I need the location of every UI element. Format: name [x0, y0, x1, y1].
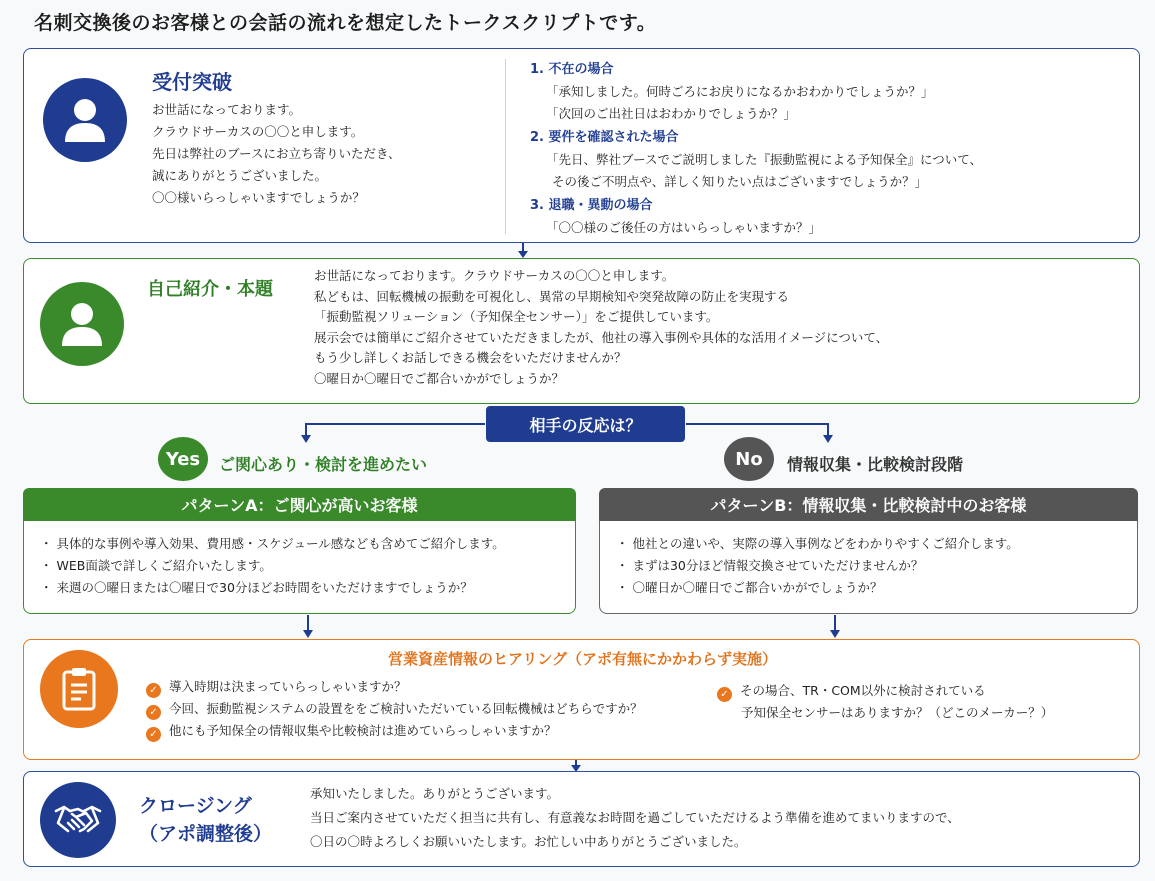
- hearing-title: 営業資産情報のヒアリング（アポ有無にかかわらず実施）: [387, 650, 778, 668]
- hearing-right-item: [717, 680, 1053, 724]
- script-line: 私どもは、回転機械の振動を可視化し、異常の早期検知や突発故障の防止を実現する: [314, 288, 790, 304]
- person-icon: [43, 78, 127, 162]
- script-line: 展示会では簡単にご紹介させていただきましたが、他社の導入事例や具体的な活用イメージについて、: [314, 329, 889, 345]
- yes-badge: Yes: [158, 437, 208, 481]
- check-icon: ✓: [146, 683, 161, 698]
- script-line: 当日ご案内させていただく担当に共有し、有意義なお時間を過ごしていただけるよう準備を進めてまいりますので、: [310, 810, 960, 825]
- case-line: 「次回のご出社日はおわかりでしょうか？」: [546, 106, 797, 121]
- check-icon: ✓: [717, 687, 732, 702]
- script-line: 〇〇様いらっしゃいますでしょうか？: [152, 190, 365, 205]
- hearing-item: ✓ 今回、振動監視システムの設置ををご検討いただいている回転機械はどちらですか？: [146, 698, 643, 720]
- divider: [505, 59, 506, 234]
- script-line: お世話になっております。: [152, 102, 302, 117]
- hearing-item: ✓ その場合、TR・COM以外に検討されている: [717, 680, 1053, 702]
- script-line: お世話になっております。クラウドサーカスの〇〇と申します。: [314, 268, 675, 283]
- closing-card: [23, 771, 1140, 867]
- reception-card: [23, 48, 1140, 243]
- bullet-item: ・ まずは30分ほど情報交換させていただけませんか？: [616, 558, 924, 573]
- script-line: 誠にありがとうございました。: [152, 168, 328, 183]
- case-heading: 3. 退職・異動の場合: [530, 198, 653, 213]
- hearing-left-items: [146, 676, 643, 742]
- closing-title-line: （アポ調整後）: [139, 823, 273, 845]
- case-line: 「〇〇様のご後任の方はいらっしゃいますか？」: [546, 220, 822, 235]
- no-label: 情報収集・比較検討段階: [787, 455, 964, 474]
- script-line: もう少し詳しくお話しできる機会をいただけませんか？: [314, 350, 627, 365]
- case-line: 「先日、弊社ブースでご説明しました『振動監視による予知保全』について、: [546, 152, 983, 167]
- reception-title: 受付突破: [152, 70, 232, 94]
- bullet-item: ・ 具体的な事例や導入効果、費用感・スケジュール感なども含めてご紹介します。: [40, 536, 505, 551]
- pattern-b-title: パターンB：情報収集・比較検討中のお客様: [599, 488, 1138, 521]
- reception-script: [152, 99, 401, 209]
- script-line: 承知いたしました。ありがとうございます。: [310, 786, 560, 801]
- pattern-a-title: パターンA：ご関心が高いお客様: [23, 488, 576, 521]
- no-badge: No: [724, 437, 774, 481]
- script-line: 〇日の〇時よろしくお願いいたします。お忙しい中ありがとうございました。: [310, 834, 747, 849]
- intro-title: 自己紹介・本題: [147, 279, 273, 300]
- bullet-item: ・ WEB面談で詳しくご紹介いたします。: [40, 558, 272, 573]
- intro-script: [314, 266, 888, 389]
- pattern-b-card: [599, 488, 1138, 614]
- case-line: 「承知しました。何時ごろにお戻りになるかおわかりでしょうか？」: [546, 84, 934, 99]
- case-heading: 2. 要件を確認された場合: [530, 130, 679, 145]
- person-icon: [40, 282, 124, 366]
- pattern-b-bullets: [616, 533, 1019, 599]
- check-icon: ✓: [146, 705, 161, 720]
- handshake-icon: [40, 782, 116, 858]
- hearing-card: [23, 639, 1140, 760]
- check-icon: ✓: [146, 727, 161, 742]
- script-line: 「振動監視ソリューション（予知保全センサー）」をご提供しています。: [314, 309, 719, 324]
- script-line: クラウドサーカスの〇〇と申します。: [152, 124, 364, 139]
- closing-title: [139, 792, 272, 848]
- hearing-item: ✓ 導入時期は決まっていらっしゃいますか？: [146, 676, 643, 698]
- script-line: 〇曜日か〇曜日でご都合いかがでしょうか？: [314, 370, 565, 386]
- pattern-a-bullets: [40, 533, 505, 599]
- case-line: その後ご不明点や、詳しく知りたい点はございますでしょうか？」: [552, 174, 928, 189]
- page-title: 名刺交換後のお客様との会話の流れを想定したトークスクリプトです。: [34, 12, 657, 34]
- case-heading: 1. 不在の場合: [530, 62, 614, 77]
- hearing-item: ✓ 他にも予知保全の情報収集や比較検討は進めていらっしゃいますか？: [146, 720, 643, 742]
- reaction-label: 相手の反応は？: [486, 406, 685, 442]
- bullet-item: ・ 来週の〇曜日または〇曜日で30分ほどお時間をいただけますでしょうか？: [40, 580, 473, 595]
- intro-card: [23, 258, 1140, 404]
- bullet-item: ・ 他社との違いや、実際の導入事例などをわかりやすくご紹介します。: [616, 536, 1019, 551]
- bullet-item: ・ 〇曜日か〇曜日でご都合いかがでしょうか？: [616, 580, 883, 595]
- script-line: 先日は弊社のブースにお立ち寄りいただき、: [152, 146, 401, 161]
- closing-script: [310, 782, 960, 854]
- reception-cases: [530, 59, 982, 239]
- closing-title-line: クロージング: [139, 795, 252, 817]
- yes-label: ご関心あり・検討を進めたい: [219, 455, 428, 474]
- hearing-item-continued: 予知保全センサーはありますか？（どこのメーカー？）: [741, 705, 1054, 720]
- pattern-a-card: [23, 488, 576, 614]
